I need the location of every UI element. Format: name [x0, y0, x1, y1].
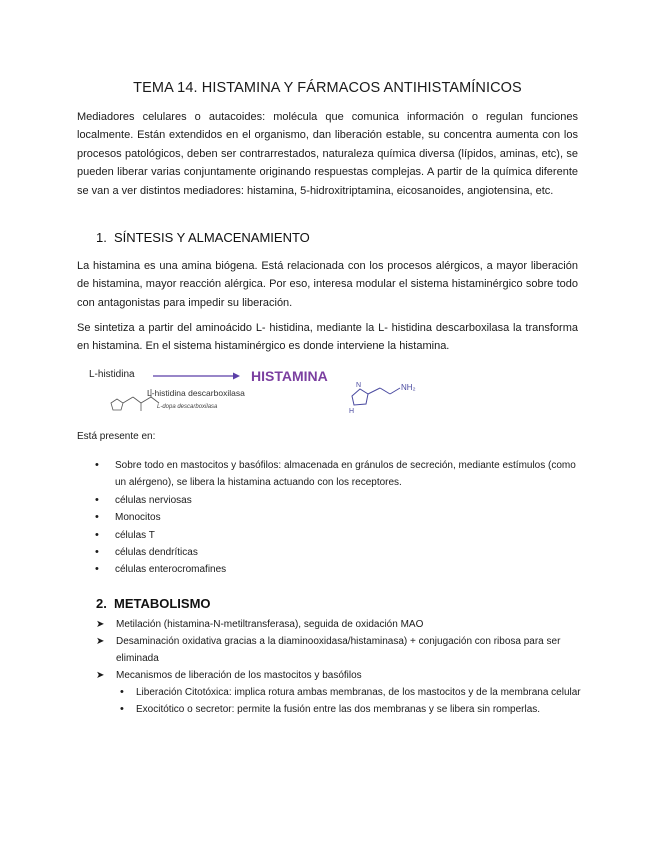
present-label: Está presente en:: [77, 431, 156, 442]
list-item: • Monocitos: [77, 509, 587, 526]
list-item: ➤ Mecanismos de liberación de los mastocitos y basófilos • Liberación Citotóxica: implica rotura ambas membranas, de los mastocitos y de la membrana celular • Exocitótico o secretor: permite la fusión entre las dos membranas y se libera sin romperlas.: [96, 667, 586, 718]
arrow-bullet-icon: ➤: [96, 670, 105, 681]
arrow-bullet-icon: ➤: [96, 619, 105, 630]
list-item: • Liberación Citotóxica: implica rotura ambas membranas, de los mastocitos y de la membrana celular: [116, 684, 586, 701]
arrow-bullet-icon: ➤: [96, 636, 105, 647]
histamine-structure-icon: [340, 372, 430, 422]
section-2-title: METABOLISMO: [114, 596, 211, 611]
list-item: • células enterocromafines: [77, 561, 587, 578]
enzyme-label: L-histidina descarboxilasa: [147, 388, 245, 398]
list-item: ➤ Desaminación oxidativa gracias a la diaminooxidasa/histaminasa) + conjugación con ribosa para ser eliminada: [96, 633, 586, 667]
ring-h-label: H: [349, 408, 355, 415]
document-title: TEMA 14. HISTAMINA Y FÁRMACOS ANTIHISTAMÍNICOS: [133, 80, 522, 96]
amine-label: NH₂: [401, 383, 416, 392]
release-mechanisms-sublist: [116, 684, 586, 718]
list-item: • células T: [77, 527, 587, 544]
list-item: • células nerviosas: [77, 492, 587, 509]
section-2-heading: [96, 596, 211, 611]
reaction-arrowhead: [233, 373, 240, 380]
metabolism-list: [96, 616, 586, 718]
section-1-paragraph-1: La histamina es una amina biógena. Está relacionada con los procesos alérgicos, a mayor liberación de histamina, mayor reacción alérgica. Por eso, interesa modular el sistema histaminérgico sobre todo con antagonistas para impedir su liberación.: [77, 260, 578, 309]
enzyme-note: L-dopa descarboxilasa: [157, 404, 218, 410]
section-1-title: SÍNTESIS Y ALMACENAMIENTO: [114, 230, 310, 245]
present-list: [77, 457, 587, 579]
list-item: ➤ Metilación (histamina-N-metiltransferasa), seguida de oxidación MAO: [96, 616, 586, 633]
section-1-number: 1.: [96, 230, 107, 245]
list-item: • Exocitótico o secretor: permite la fusión entre las dos membranas y se libera sin romperlas.: [116, 701, 586, 718]
product-label: HISTAMINA: [251, 368, 328, 384]
section-2-number: 2.: [96, 596, 107, 611]
intro-paragraph: Mediadores celulares o autacoides: molécula que comunica información o regulan funciones localmente. Están extendidos en el organismo, dan liberación estable, su concentra aumenta con los procesos patológicos, deben ser contrarrestados, naturaleza química diversa (lípidos, aminas, etc), se pueden liberar varias conjuntamente originando respuestas complejas. A partir de la química diferente se van a ver distintos mediadores: histamina, 5-hidroxitriptamina, eicosanoides, angiotensina, etc.: [77, 111, 578, 197]
section-1-heading: [96, 230, 310, 245]
substrate-label: L-histidina: [89, 369, 135, 380]
section-1-paragraph-2: Se sintetiza a partir del aminoácido L- histidina, mediante la L- histidina descarboxilasa la transforma en histamina. En el sistema histaminérgico es donde interviene la histamina.: [77, 322, 578, 353]
list-item: • células dendríticas: [77, 544, 587, 561]
list-item: • Sobre todo en mastocitos y basófilos: almacenada en gránulos de secreción, mediante estímulos (como un alérgeno), se libera la histamina actuando con los receptores.: [77, 457, 587, 492]
ring-n-label: N: [356, 382, 362, 389]
